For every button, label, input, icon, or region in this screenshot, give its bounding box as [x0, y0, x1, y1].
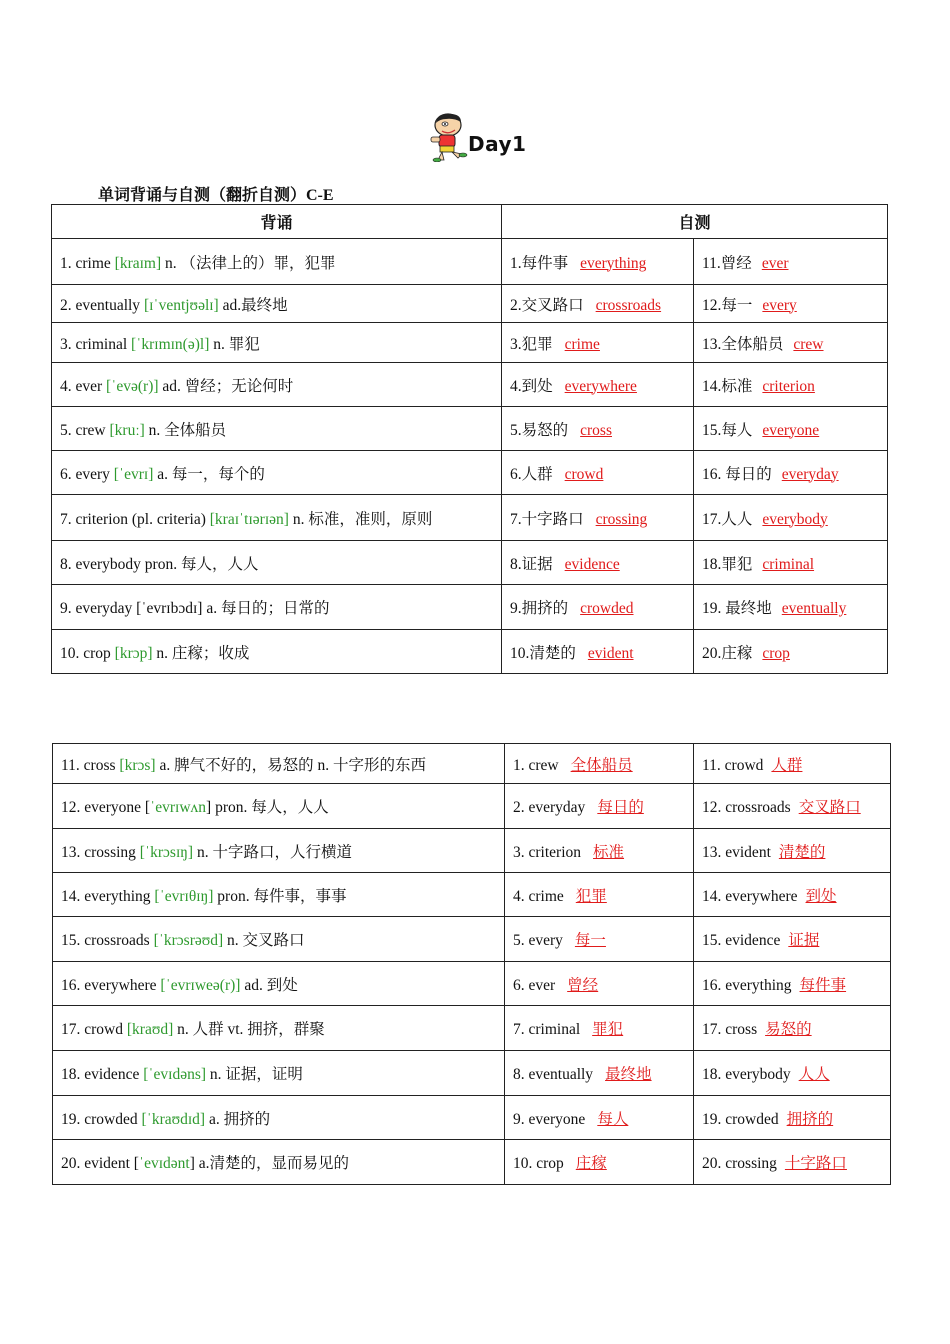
entry-phonetic: [kruː] — [109, 421, 145, 439]
test-prompt: 4.到处 — [510, 377, 553, 395]
test-prompt: 5. every — [513, 932, 563, 949]
test-prompt: 4. crime — [513, 887, 564, 905]
table-row — [52, 495, 888, 541]
test-prompt: 16. everything — [702, 976, 792, 994]
test-answer: 到处 — [805, 887, 837, 905]
entry-definition: n. 罪犯 — [209, 335, 260, 353]
test-answer: 曾经 — [567, 976, 599, 994]
entry-word: 2. eventually — [60, 296, 144, 314]
test-prompt: 17. cross — [702, 1021, 758, 1038]
entry-phonetic: [ˈkraʊdɪd] — [141, 1110, 206, 1128]
recite-entry — [52, 585, 502, 630]
table-row — [53, 1140, 891, 1185]
test-answer: 罪犯 — [592, 1021, 624, 1038]
test-prompt: 15.每人 — [702, 421, 753, 439]
test-answer: 全体船员 — [570, 756, 633, 774]
entry-definition: ad.最终地 — [218, 296, 288, 314]
entry-definition: ] a.清楚的，显而易见的 — [189, 1155, 350, 1172]
entry-definition: n. 全体船员 — [144, 421, 227, 439]
entry-phonetic: [krɔs] — [119, 756, 156, 774]
test-answer: 标准 — [593, 843, 625, 861]
test-answer: criterion — [762, 377, 815, 395]
recite-entry — [53, 1096, 505, 1140]
table-row — [52, 285, 888, 323]
test-prompt: 19. crowded — [702, 1110, 779, 1128]
test-prompt: 13. evident — [702, 843, 771, 861]
entry-definition: n. （法律上的）罪，犯罪 — [161, 254, 336, 272]
recite-entry — [52, 495, 502, 541]
entry-definition: n. 十字路口，人行横道 — [193, 843, 352, 861]
section-subtitle: 单词背诵与自测（翻折自测）C-E — [98, 187, 334, 204]
table-row — [53, 784, 891, 829]
test-answer: 人群 — [771, 756, 803, 774]
test-prompt: 6.人群 — [510, 465, 553, 483]
test-prompt: 11. crowd — [702, 756, 764, 774]
test-prompt: 9.拥挤的 — [510, 600, 569, 617]
recite-entry — [53, 873, 505, 917]
entry-definition: n. 庄稼；收成 — [152, 644, 250, 662]
self-test-cell — [694, 784, 891, 829]
test-answer: evidence — [564, 555, 620, 573]
entry-word: 13. crossing — [61, 843, 140, 861]
recite-entry — [53, 1006, 505, 1051]
test-answer: 每日的 — [597, 799, 644, 816]
self-test-cell — [502, 495, 694, 541]
test-prompt: 3. criterion — [513, 843, 582, 861]
self-test-cell — [505, 917, 694, 962]
self-test-cell — [502, 630, 694, 674]
table-row — [52, 541, 888, 585]
entry-word: 1. crime — [60, 254, 115, 272]
test-prompt: 15. evidence — [702, 932, 781, 949]
self-test-cell — [505, 1006, 694, 1051]
test-answer: 每件事 — [799, 976, 847, 994]
test-prompt: 14.标准 — [702, 377, 753, 395]
self-test-cell — [694, 451, 888, 495]
self-test-cell — [694, 873, 891, 917]
self-test-cell — [505, 873, 694, 917]
entry-word: 9. everyday [ˈevrɪbɔdɪ] a. 每日的；日常的 — [60, 600, 330, 617]
entry-word: 4. ever — [60, 377, 107, 395]
self-test-cell — [694, 962, 891, 1006]
test-prompt: 8. eventually — [513, 1066, 594, 1083]
test-answer: 证据 — [788, 932, 820, 949]
test-prompt: 17.人人 — [702, 510, 753, 528]
self-test-cell — [694, 1006, 891, 1051]
test-prompt: 18. everybody — [702, 1066, 791, 1083]
self-test-cell — [502, 451, 694, 495]
self-test-cell — [502, 541, 694, 585]
test-prompt: 18.罪犯 — [702, 555, 753, 573]
recite-entry — [53, 1051, 505, 1096]
entry-word: 11. cross — [61, 756, 120, 774]
recite-entry — [53, 829, 505, 873]
recite-entry — [52, 323, 502, 363]
recite-entry — [52, 407, 502, 451]
test-answer: 最终地 — [605, 1066, 652, 1083]
self-test-cell — [694, 585, 888, 630]
entry-phonetic: [ˈevɪdəns] — [143, 1066, 207, 1083]
entry-definition: n. 证据，证明 — [206, 1066, 303, 1083]
self-test-cell — [694, 541, 888, 585]
self-test-cell — [502, 363, 694, 407]
entry-word: 18. evidence — [61, 1066, 144, 1083]
recite-entry — [53, 784, 505, 829]
entry-word: 19. crowded — [61, 1110, 142, 1128]
self-test-cell — [694, 239, 888, 285]
self-test-cell — [505, 784, 694, 829]
test-prompt: 3.犯罪 — [510, 335, 553, 353]
entry-phonetic: [ˈkrɔsɪŋ] — [139, 843, 194, 861]
entry-word: 20. evident [ — [61, 1155, 139, 1172]
header-recite: 背诵 — [52, 205, 502, 239]
test-answer: 犯罪 — [575, 887, 607, 905]
self-test-cell — [694, 744, 891, 784]
entry-phonetic: [ˈevə(r)] — [106, 377, 159, 395]
test-prompt: 19. 最终地 — [702, 600, 772, 617]
test-prompt: 1.每件事 — [510, 254, 569, 272]
test-answer: crossing — [595, 510, 648, 528]
entry-word: 17. crowd — [61, 1021, 127, 1038]
test-answer: 易怒的 — [765, 1021, 812, 1038]
test-answer: every — [762, 296, 797, 314]
test-prompt: 7.十字路口 — [510, 510, 584, 528]
table-row — [52, 585, 888, 630]
entry-word: 10. crop — [60, 644, 115, 662]
test-answer: 每一 — [574, 932, 606, 949]
test-answer: 清楚的 — [778, 843, 826, 861]
recite-entry — [52, 363, 502, 407]
entry-word: 8. everybody pron. 每人，人人 — [60, 555, 259, 573]
test-answer: 交叉路口 — [798, 799, 861, 816]
test-answer: ever — [761, 254, 789, 272]
recite-entry — [53, 744, 505, 784]
test-prompt: 5.易怒的 — [510, 421, 569, 439]
entry-phonetic: [ˈkrɪmɪn(ə)l] — [131, 335, 210, 353]
test-prompt: 13.全体船员 — [702, 335, 784, 353]
self-test-cell — [502, 239, 694, 285]
entry-word: 6. every — [60, 465, 114, 483]
self-test-cell — [505, 1051, 694, 1096]
entry-phonetic: [kraʊd] — [126, 1021, 174, 1038]
entry-definition: n. 交叉路口 — [223, 932, 305, 949]
test-answer: 庄稼 — [575, 1155, 607, 1172]
self-test-cell — [502, 323, 694, 363]
test-answer: everyone — [762, 421, 820, 439]
self-test-cell — [502, 585, 694, 630]
self-test-cell — [694, 323, 888, 363]
entry-word: 14. everything — [61, 887, 155, 905]
entry-phonetic: [ˈevrɪweə(r)] — [160, 976, 241, 994]
test-prompt: 12.每一 — [702, 296, 753, 314]
self-test-cell — [694, 407, 888, 451]
page-title: Day1 — [468, 132, 527, 156]
entry-phonetic: [kraɪm] — [114, 254, 162, 272]
self-test-cell — [505, 1140, 694, 1185]
entry-word: 7. criterion (pl. criteria) — [60, 510, 210, 528]
test-prompt: 11.曾经 — [702, 254, 752, 272]
test-answer: crossroads — [595, 296, 662, 314]
test-answer: 每人 — [597, 1110, 629, 1128]
recite-entry — [53, 962, 505, 1006]
test-answer: eventually — [781, 600, 847, 617]
entry-definition: pron. 每件事，事事 — [213, 887, 347, 905]
table-row — [53, 744, 891, 784]
entry-definition: ad. 曾经；无论何时 — [158, 377, 294, 395]
day-title — [428, 110, 548, 162]
entry-definition: ad. 到处 — [240, 976, 298, 994]
entry-word: 5. crew — [60, 421, 110, 439]
test-prompt: 1. crew — [513, 756, 559, 774]
test-prompt: 6. ever — [513, 976, 556, 994]
self-test-cell — [694, 1051, 891, 1096]
test-answer: crime — [564, 335, 600, 353]
self-test-cell — [694, 1140, 891, 1185]
test-answer: 人人 — [798, 1066, 830, 1083]
self-test-cell — [505, 962, 694, 1006]
recite-entry — [52, 285, 502, 323]
entry-word: 15. crossroads — [61, 932, 154, 949]
entry-definition: a. 拥挤的 — [205, 1110, 271, 1128]
test-answer: 拥挤的 — [786, 1110, 834, 1128]
test-prompt: 10.清楚的 — [510, 644, 576, 662]
recite-entry — [53, 917, 505, 962]
test-prompt: 12. crossroads — [702, 799, 791, 816]
entry-phonetic: [krɔp] — [114, 644, 153, 662]
vocab-table-1 — [51, 204, 888, 674]
table-row — [52, 407, 888, 451]
table-row — [52, 630, 888, 674]
entry-definition: ] pron. 每人，人人 — [206, 799, 329, 816]
table-row — [52, 363, 888, 407]
test-answer: everywhere — [564, 377, 637, 395]
entry-word: 12. everyone [ — [61, 799, 151, 816]
entry-word: 16. everywhere — [61, 976, 161, 994]
test-prompt: 16. 每日的 — [702, 465, 772, 483]
entry-phonetic: ˈevɪdənt — [138, 1155, 190, 1172]
test-answer: evident — [587, 644, 634, 662]
header-self-test: 自测 — [502, 205, 888, 239]
self-test-cell — [694, 829, 891, 873]
table-row — [53, 1096, 891, 1140]
test-prompt: 2.交叉路口 — [510, 296, 584, 314]
entry-phonetic: [ˈevrɪ] — [113, 465, 154, 483]
self-test-cell — [505, 744, 694, 784]
table-header-row — [52, 205, 888, 239]
entry-phonetic: [ˈevrɪθɪŋ] — [154, 887, 214, 905]
entry-phonetic: [kraɪˈtɪərɪən] — [209, 510, 289, 528]
table-row — [53, 873, 891, 917]
table-row — [53, 962, 891, 1006]
entry-definition: a. 每一，每个的 — [153, 465, 265, 483]
test-answer: everything — [580, 254, 647, 272]
table-row — [52, 323, 888, 363]
self-test-cell — [502, 285, 694, 323]
table-row — [53, 917, 891, 962]
test-prompt: 2. everyday — [513, 799, 586, 816]
self-test-cell — [505, 829, 694, 873]
recite-entry — [52, 239, 502, 285]
test-prompt: 7. criminal — [513, 1021, 581, 1038]
test-prompt: 20. crossing — [702, 1155, 777, 1172]
test-prompt: 10. crop — [513, 1155, 564, 1172]
recite-entry — [52, 451, 502, 495]
test-answer: criminal — [762, 555, 815, 573]
recite-entry — [52, 541, 502, 585]
entry-definition: a. 脾气不好的，易怒的 n. 十字形的东西 — [155, 756, 426, 774]
test-prompt: 8.证据 — [510, 555, 553, 573]
self-test-cell — [694, 363, 888, 407]
self-test-cell — [694, 1096, 891, 1140]
entry-phonetic: [ɪˈventjʊəlɪ] — [143, 296, 219, 314]
vocab-table-2 — [52, 743, 891, 1185]
self-test-cell — [694, 495, 888, 541]
entry-definition: n. 标准，准则，原则 — [288, 510, 433, 528]
table-row — [52, 451, 888, 495]
test-answer: cross — [580, 421, 612, 439]
test-prompt: 9. everyone — [513, 1110, 586, 1128]
test-answer: everyday — [781, 465, 839, 483]
test-answer: everybody — [762, 510, 828, 528]
self-test-cell — [502, 407, 694, 451]
test-answer: crew — [793, 335, 824, 353]
entry-phonetic: [ˈkrɔsrəʊd] — [153, 932, 224, 949]
test-answer: 十字路口 — [784, 1155, 847, 1172]
table-row — [52, 239, 888, 285]
table-row — [53, 1006, 891, 1051]
self-test-cell — [694, 630, 888, 674]
test-prompt: 20.庄稼 — [702, 644, 753, 662]
table-row — [53, 1051, 891, 1096]
recite-entry — [52, 630, 502, 674]
self-test-cell — [694, 285, 888, 323]
self-test-cell — [694, 917, 891, 962]
self-test-cell — [505, 1096, 694, 1140]
test-answer: crowd — [564, 465, 604, 483]
test-prompt: 14. everywhere — [702, 887, 798, 905]
test-answer: crowded — [580, 600, 634, 617]
test-answer: crop — [762, 644, 790, 662]
entry-word: 3. criminal — [60, 335, 132, 353]
recite-entry — [53, 1140, 505, 1185]
entry-phonetic: ˈevrɪwʌn — [150, 799, 207, 816]
table-row — [53, 829, 891, 873]
entry-definition: n. 人群 vt. 拥挤，群聚 — [173, 1021, 325, 1038]
